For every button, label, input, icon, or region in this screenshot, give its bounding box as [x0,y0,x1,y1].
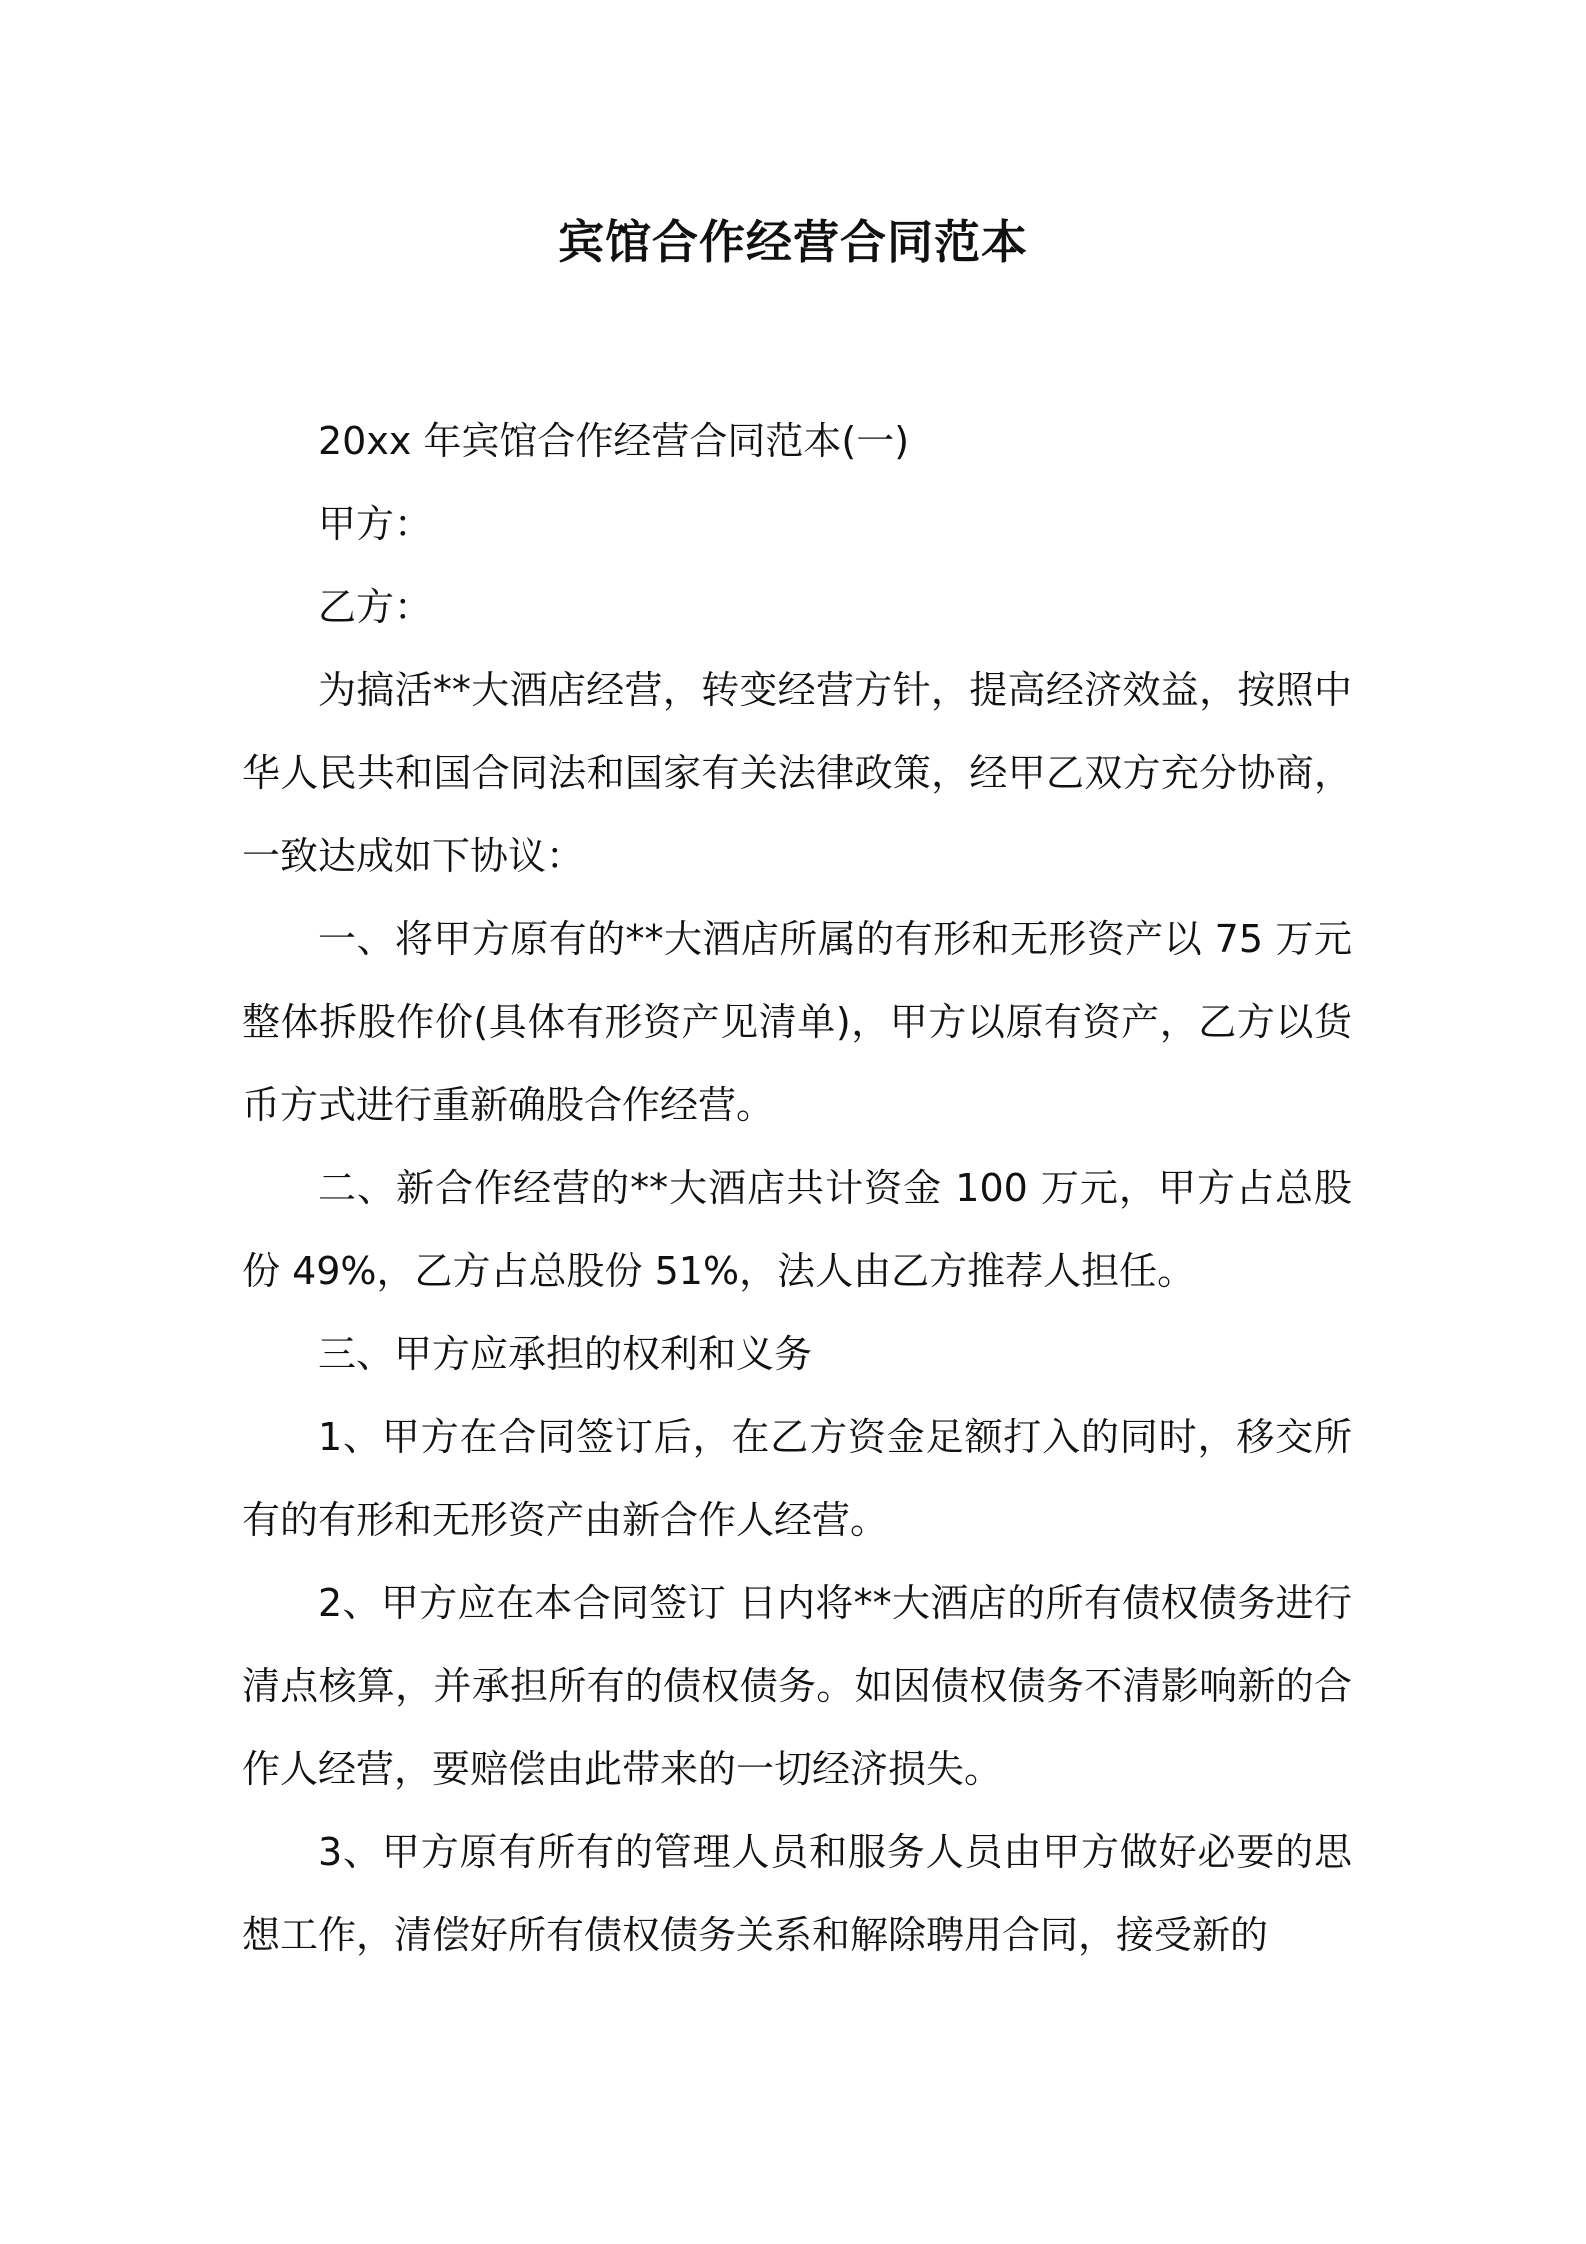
preamble-paragraph: 为搞活**大酒店经营，转变经营方针，提高经济效益，按照中华人民共和国合同法和国家有关法律政策，经甲乙双方充分协商，一致达成如下协议： [242,668,1352,878]
clause-3-heading: 三、甲方应承担的权利和义务 [318,1332,813,1376]
clause-1-paragraph: 一、将甲方原有的**大酒店所属的有形和无形资产以 75 万元整体拆股作价(具体有形资产见清单)，甲方以原有资产，乙方以货币方式进行重新确股合作经营。 [242,917,1352,1127]
clause-3-item-1: 1、甲方在合同签订后，在乙方资金足额打入的同时，移交所有的有形和无形资产由新合作人经营。 [242,1415,1352,1542]
clause-2-paragraph: 二、新合作经营的**大酒店共计资金 100 万元，甲方占总股份 49%，乙方占总股份 51%，法人由乙方推荐人担任。 [242,1166,1352,1293]
clause-3-item-2: 2、甲方应在本合同签订 日内将**大酒店的所有债权债务进行清点核算，并承担所有的债权债务。如因债权债务不清影响新的合作人经营，要赔偿由此带来的一切经济损失。 [242,1581,1352,1791]
party-b-line: 乙方： [318,585,433,629]
contract-heading: 20xx 年宾馆合作经营合同范本(一) [318,419,910,463]
party-a-line: 甲方： [318,502,433,546]
document-body [242,400,1352,1977]
clause-3-item-3: 3、甲方原有所有的管理人员和服务人员由甲方做好必要的思想工作，清偿好所有债权债务关系和解除聘用合同，接受新的 [242,1830,1352,1957]
document-title: 宾馆合作经营合同范本 [558,215,1028,269]
